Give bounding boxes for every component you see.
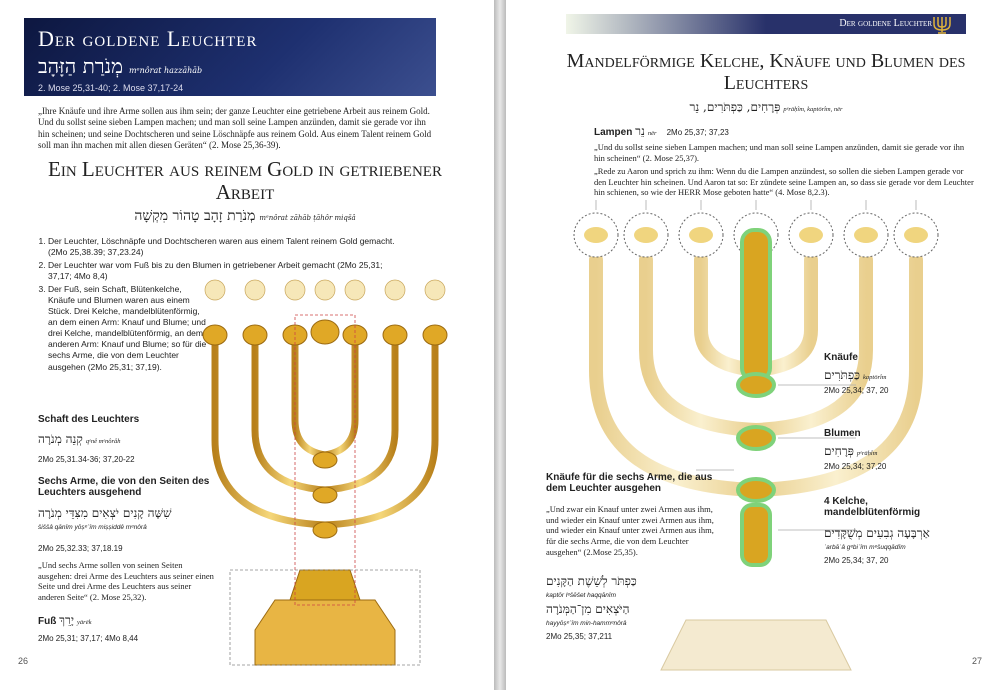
title-box	[24, 18, 436, 96]
shaft-label: Schaft des Leuchters	[38, 414, 140, 425]
sixarms-label: Knäufe für die sechs Arme, die aus dem Leuchter ausgehen	[546, 472, 713, 494]
flowers-hebrew: פְּרָחִים pᵉrāḥîm	[824, 444, 878, 458]
section-heading-translit: mᵉnôrat zāhāb ṭāhôr miqšâ	[259, 214, 356, 222]
list-item: 3. Der Fuß, sein Schaft, Blütenkelche, Knäufe und Blumen waren aus einem Stück. Drei Kelche, mandelblütenförmig, an dem einen Arm: Knauf und Blume; und drei Kelche, mandelblütenförmig, an dem anderen Arm: Knauf und Blume; so für die sechs Arme, die von dem Leuchter ausgehen (2Mo 25,31; 37,19).	[48, 284, 398, 372]
shaft-refs: 2Mo 25,31.34-36; 37,20-22	[38, 455, 135, 464]
section-heading: Ein Leuchter aus reinem Gold in getriebener Arbeit	[48, 157, 442, 205]
running-head: Der goldene Leuchter	[566, 14, 966, 34]
page-title: Der goldene Leuchter	[38, 26, 258, 51]
book-gutter	[494, 0, 506, 690]
right-title: Mandelförmige Kelche, Knäufe und Blumen des Leuchters	[566, 50, 966, 94]
title-refs: 2. Mose 25,31-40; 2. Mose 37,17-24	[38, 83, 184, 93]
list-item: 2. Der Leuchter war vom Fuß bis zu den Blumen in getriebener Arbeit gemacht (2Mo 25,31; 37,17; 4Mo 8,4)	[48, 260, 398, 282]
intro-quote: „Ihre Knäufe und ihre Arme sollen aus ihm sein; der ganze Leuchter eine getriebene Arbeit aus reinem Gold. Und du sollst seine sieben Lampen machen; und man soll seine Lampen anzünden, damit sie gerade vor ihn hin scheinen; und seine Dochtscheren und seine Löschnäpfe aus reinem Gold. Aus einem Talent reinem Gold soll man ihn machen mit allen diesen Geräten“ (2. Mose 25,36-39).	[38, 106, 432, 150]
sixarms-quote: „Und zwar ein Knauf unter zwei Armen aus ihm, und wieder ein Knauf unter zwei Armen aus ihm, und wieder ein Knauf unter zwei Armen aus ihm, für die sechs Arme, die von dem Leuchter ausgehen“ (2.Mose 25,35).	[546, 504, 714, 557]
title-hebrew: מְנֹרַת הַזָּהָב mᵉnôrat hazzāhāb	[38, 54, 203, 78]
sixarms-refs: 2Mo 25,35; 37,211	[546, 632, 613, 641]
foot-refs: 2Mo 25,31; 37,17; 4Mo 8,44	[38, 634, 139, 643]
flowers-refs: 2Mo 25,34; 37,20	[824, 462, 887, 471]
page-number-right: 27	[972, 656, 983, 666]
knobs-hebrew: כַּפְתֹּרִים kaptōrîm	[824, 368, 887, 382]
sixarms-translit-1: kaptōr lᵉšēšet haqqānîm	[546, 592, 617, 599]
menorah-illustration-left	[180, 270, 470, 670]
cups-label: 4 Kelche, mandelblütenförmig	[824, 496, 921, 518]
knobs-label: Knäufe	[824, 352, 858, 363]
lamps-quote-1: „Und du sollst seine sieben Lampen machen; und man soll seine Lampen anzünden, damit sie gerade vor ihn hin scheinen“ (2. Mose 25,37).	[594, 142, 965, 163]
cups-hebrew: אַרְבָּעָה גְבִעִים מְשֻׁקָּדִים	[824, 526, 930, 540]
list-item: 1. Der Leuchter, Löschnäpfe und Dochtscheren waren aus einem Talent reinem Gold gemacht. (2Mo 25,38.39; 37,23.24)	[48, 236, 398, 258]
right-title-hebrew: פְּרָחִים, כַּפְתֹּרִים, נֵר pᵉrāḥîm, kaptōrîm, nēr	[689, 100, 843, 114]
left-page	[0, 0, 494, 690]
arms-quote: „Und sechs Arme sollen von seinen Seiten ausgehen: drei Arme des Leuchters aus seiner einen Seite und drei Arme des Leuchters aus seiner anderen Seite“ (2. Mose 25,32).	[38, 560, 214, 602]
flowers-label: Blumen	[824, 428, 861, 439]
menorah-icon	[930, 14, 954, 34]
arms-translit: šiššâ qānîm yōṣᵉʾîm miṣṣiddê mᵉnôrâ	[38, 524, 147, 531]
right-page	[506, 0, 1000, 690]
foot-label: Fuß יָרֵךְ yārēk	[38, 613, 92, 627]
page-number-left: 26	[18, 656, 29, 666]
lamps-label: Lampen נֵר nēr 2Mo 25,37; 37,23	[594, 124, 729, 138]
section-heading-hebrew: מְנֹרַת זָהָב טָהוֹר מִקְשָׁה mᵉnôrat zāhāb ṭāhôr miqšâ	[134, 208, 356, 224]
cups-translit: ʾarbāʿâ gᵉbiʿîm mᵉšuqqādîm	[824, 544, 906, 551]
title-translit: mᵉnôrat hazzāhāb	[128, 66, 203, 75]
knobs-refs: 2Mo 25,34; 37, 20	[824, 386, 889, 395]
arms-hebrew: שִׁשָּׁה קָנִים יֹצְאִים מִצִּדֵּי מְנֹרָה	[38, 506, 172, 520]
sixarms-translit-2: hayyōṣᵉʾîm min-hammᵉnôrâ	[546, 620, 627, 627]
arms-label: Sechs Arme, die von den Seiten des Leuchters ausgehend	[38, 476, 210, 498]
shaft-hebrew: קְנֵה מְנֹרָה qᵉnê mᵉnôrâh	[38, 432, 121, 446]
cups-refs: 2Mo 25,34; 37, 20	[824, 556, 889, 565]
sixarms-hebrew-2: הַיֹּצְאִים מִן־הַמְּנֹרָה	[546, 602, 630, 616]
lamps-quote-2: „Rede zu Aaron und sprich zu ihm: Wenn du die Lampen anzündest, so sollen die sieben Lampen gerade vor den Leuchter hin scheinen. Und Aaron tat so: Er zündete seine Lampen an, so dass sie gerade vor dem Leuchter hin schienen, so wie der HERR Mose geboten hatte“ (4. Mose 8,2.3).	[594, 166, 974, 198]
sixarms-hebrew-1: כַּפְתֹּר לְשֵׁשֶׁת הַקָּנִים	[546, 574, 637, 588]
arms-refs: 2Mo 25,32.33; 37,18.19	[38, 544, 123, 553]
